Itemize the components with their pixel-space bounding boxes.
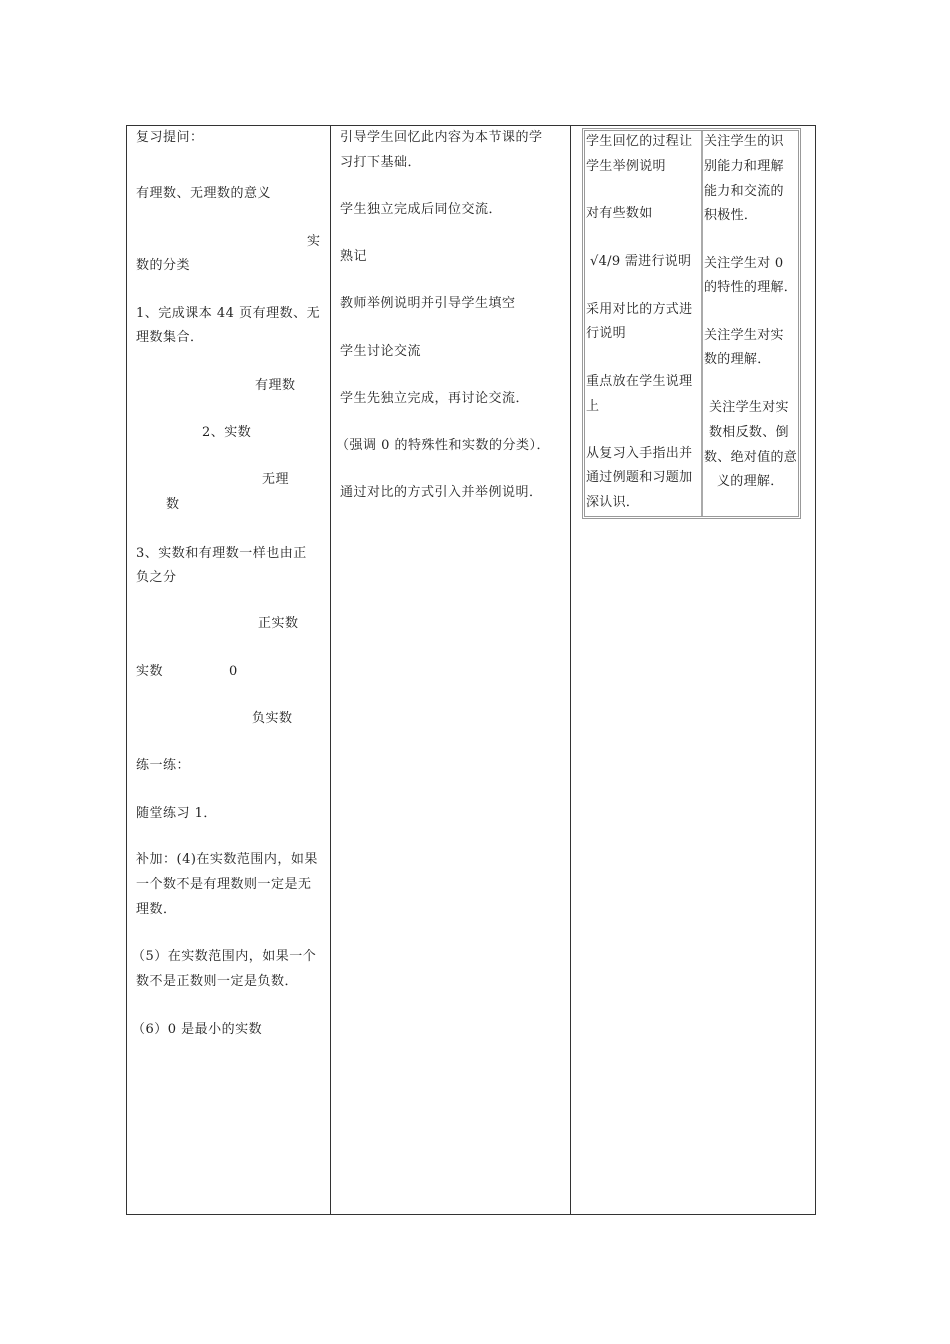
intent-line1: 学生回忆的过程让 — [586, 134, 693, 149]
item2-text: 2、实数 — [202, 425, 252, 440]
item3-line2: 负之分 — [136, 570, 177, 585]
positive-real-label: 正实数 — [258, 616, 299, 631]
column-divider-2 — [570, 126, 571, 1214]
supplement-line1: 补加：(4)在实数范围内，如果 — [136, 852, 318, 867]
focus-line9: 关注学生对实 — [709, 400, 789, 415]
column-divider-1 — [330, 126, 331, 1214]
question6: （6）0 是最小的实数 — [132, 1022, 263, 1037]
activity-line6: 学生讨论交流 — [340, 344, 422, 359]
supplement-line2: 一个数不是有理数则一定是无 — [136, 877, 312, 892]
activity-line7: 学生先独立完成，再讨论交流． — [340, 391, 530, 406]
intent-line2: 学生举例说明 — [586, 159, 666, 174]
rational-label: 有理数 — [255, 378, 296, 393]
practice-heading: 练一练： — [136, 758, 191, 773]
intent-line4: √4/9 需进行说明 — [590, 254, 692, 269]
number-meaning: 有理数、无理数的意义 — [136, 186, 272, 201]
activity-line2: 习打下基础． — [340, 155, 422, 170]
review-prompt: 复习提问： — [136, 130, 204, 145]
focus-line7: 关注学生对实 — [704, 328, 784, 343]
focus-line12: 义的理解． — [717, 474, 784, 489]
intent-line10: 通过例题和习题加 — [586, 470, 693, 485]
intent-line3: 对有些数如 — [586, 206, 653, 221]
focus-line2: 别能力和理解 — [704, 159, 784, 174]
zero-label: 0 — [229, 664, 238, 679]
real-char: 实 — [307, 234, 321, 249]
classification-text: 数的分类 — [136, 258, 191, 273]
focus-line11: 数、绝对值的意 — [704, 450, 798, 465]
item3-line1: 3、实数和有理数一样也由正 — [136, 546, 307, 561]
intent-line8: 上 — [586, 399, 600, 414]
question5-line2: 数不是正数则一定是负数． — [136, 974, 299, 989]
activity-line8: （强调 0 的特殊性和实数的分类）． — [336, 438, 551, 453]
item1-line2: 理数集合． — [136, 330, 204, 345]
activity-line1: 引导学生回忆此内容为本节课的学 — [340, 130, 543, 145]
supplement-line3: 理数． — [136, 902, 177, 917]
negative-real-label: 负实数 — [252, 711, 293, 726]
intent-line6: 行说明 — [586, 326, 626, 341]
question5-line1: （5）在实数范围内，如果一个 — [132, 949, 317, 964]
intent-line5: 采用对比的方式进 — [586, 302, 693, 317]
irrational-label-2: 数 — [166, 497, 180, 512]
irrational-label-1: 无理 — [262, 472, 290, 487]
focus-line5: 关注学生对 0 — [704, 256, 784, 271]
class-exercise: 随堂练习 1． — [136, 806, 217, 821]
focus-line6: 的特性的理解． — [704, 280, 798, 295]
activity-line4: 熟记 — [340, 249, 368, 264]
subtable-divider — [701, 131, 703, 516]
focus-line8: 数的理解． — [704, 352, 771, 367]
activity-line3: 学生独立完成后同位交流． — [340, 202, 503, 217]
intent-line9: 从复习入手指出并 — [586, 446, 693, 461]
real-label: 实数 — [136, 664, 164, 679]
activity-line5: 教师举例说明并引导学生填空 — [340, 296, 516, 311]
focus-line4: 积极性． — [704, 208, 758, 223]
item1-line1: 1、完成课本 44 页有理数、无 — [136, 306, 321, 321]
intent-line7: 重点放在学生说理 — [586, 374, 693, 389]
focus-line1: 关注学生的识 — [704, 134, 784, 149]
focus-line10: 数相反数、倒 — [709, 425, 789, 440]
intent-line11: 深认识． — [586, 495, 640, 510]
focus-line3: 能力和交流的 — [704, 184, 784, 199]
activity-line9: 通过对比的方式引入并举例说明． — [340, 485, 543, 500]
